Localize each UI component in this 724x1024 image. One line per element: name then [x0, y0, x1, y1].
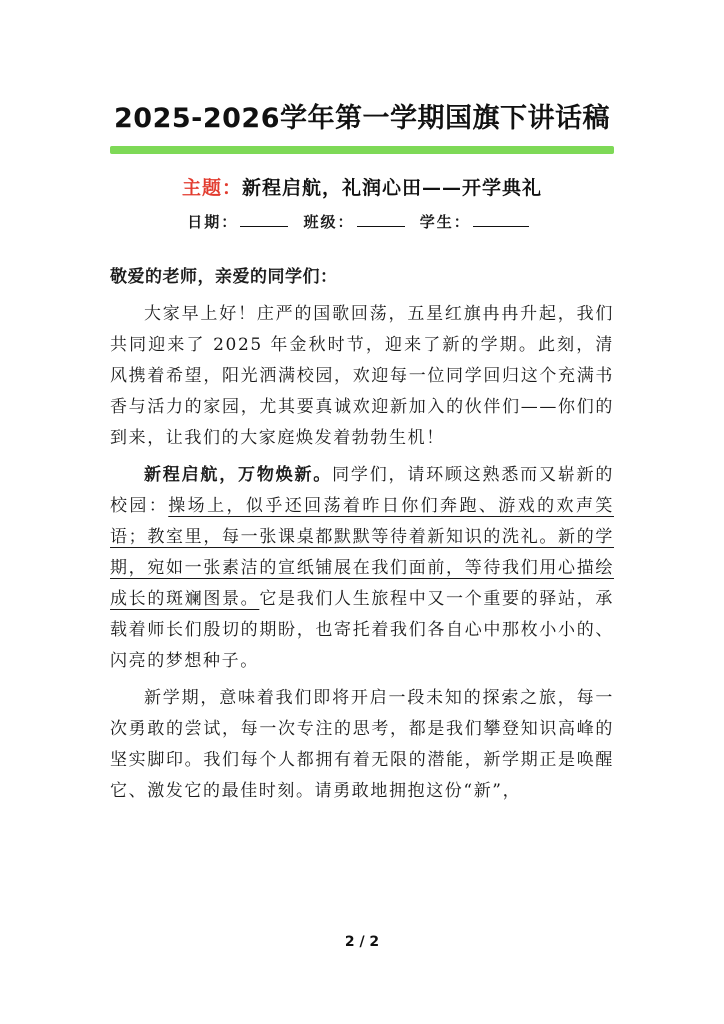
- theme-label: 主题：: [181, 177, 242, 199]
- theme-line: [0, 173, 724, 200]
- paragraph-1: 大家早上好！庄严的国歌回荡，五星红旗冉冉升起，我们共同迎来了 2025 年金秋时节，迎来了新的学期。此刻，清风携着希望，阳光洒满校园，欢迎每一位同学回归这个充满书香与活力的家园，尤其要真诚欢迎新加入的伙伴们——你们的到来，让我们的大家庭焕发着勃勃生机！: [110, 304, 614, 448]
- page-number: 2 / 2: [344, 934, 380, 950]
- paragraph-2-rest: 它是我们人生旅程中又一个重要的驿站，承载着师长们殷切的期盼，也寄托着我们各自心中那枚小小的、闪亮的梦想种子。: [110, 589, 614, 671]
- date-blank: [240, 212, 288, 227]
- class-label: 班级：: [303, 213, 355, 231]
- paragraph-2-intro: 同学们，请环顾这熟悉而又崭新的校园：: [110, 465, 615, 516]
- paragraph-2-lead: 新程启航，万物焕新。: [144, 465, 333, 485]
- date-label: 日期：: [187, 213, 239, 231]
- class-blank: [357, 212, 405, 227]
- theme-text: 新程启航，礼润心田——开学典礼: [242, 177, 543, 199]
- student-label: 学生：: [419, 213, 471, 231]
- paragraph-2: [110, 460, 614, 677]
- paragraph-2-underlined: 操场上，似乎还回荡着昨日你们奔跑、游戏的欢声笑语；教室里，每一张课桌都默默等待着新知识的洗礼。新的学期，宛如一张素洁的宣纸铺展在我们面前，等待我们用心描绘成长的斑斓图景。: [110, 496, 614, 609]
- document-title: 2025-2026学年第一学期国旗下讲话稿: [114, 103, 610, 134]
- student-blank: [473, 212, 529, 227]
- title-underline-bar: [110, 146, 614, 154]
- speech-body: [110, 262, 614, 813]
- greeting: 敬爱的老师，亲爱的同学们：: [110, 267, 338, 287]
- info-line: [0, 211, 724, 232]
- paragraph-3: 新学期，意味着我们即将开启一段未知的探索之旅，每一次勇敢的尝试，每一次专注的思考，都是我们攀登知识高峰的坚实脚印。我们每个人都拥有着无限的潜能，新学期正是唤醒它、激发它的最佳时刻。请勇敢地拥抱这份“新”，: [110, 688, 614, 801]
